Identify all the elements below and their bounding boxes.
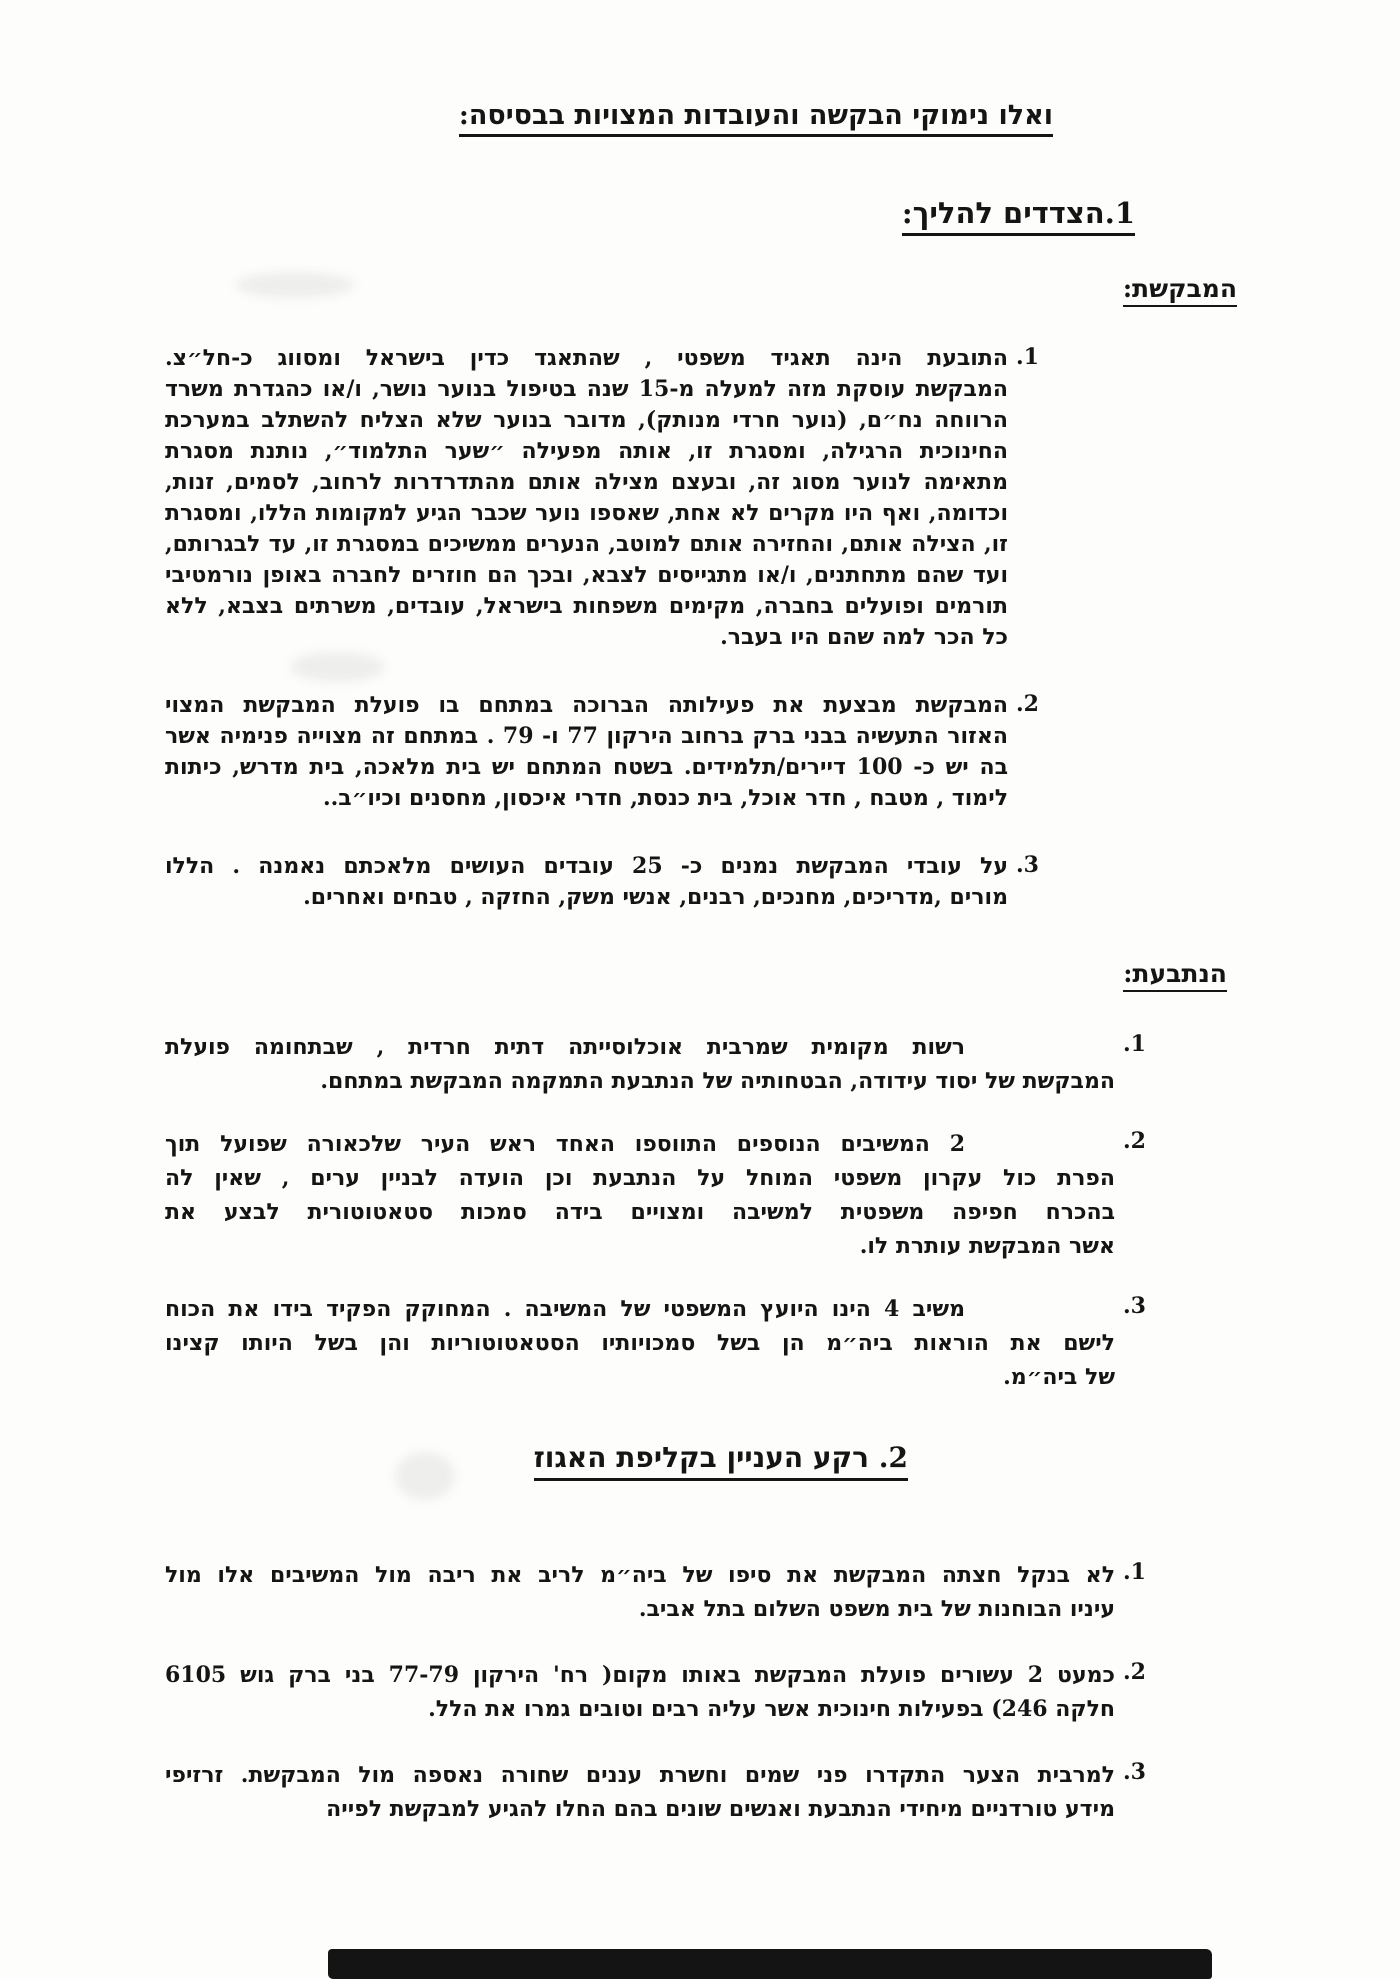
paragraph-line: זו, הצילה אותם, והחזירה אותם למוטב, הנערים ממשיכים במסגרת זו, עד לבגרותם, (165, 531, 1008, 557)
list-item (165, 690, 1039, 814)
section-1-heading: 1.הצדדים להליך: (902, 196, 1135, 236)
list-item (165, 343, 1039, 653)
paragraph-line: מידע טורדניים מיחידי הנתבעת ואנשים שונים בהם החלו להגיע למבקשת לפייה (326, 1796, 1115, 1822)
scan-smudge (395, 1452, 455, 1500)
paragraph-body (165, 690, 1008, 814)
paragraph-line: מורים ,מדריכים, מחנכים, רבנים, אנשי משק, החזקה , טבחים ואחרים. (303, 884, 1008, 910)
paragraph-line: משיב 4 הינו היועץ המשפטי של המשיבה . המחוקק הפקיד בידו את הכוח (165, 1296, 966, 1322)
paragraph-number: 1. (1123, 1559, 1146, 1585)
list-item (165, 851, 1039, 913)
paragraph-body (165, 343, 1008, 653)
paragraph-line: התובעת הינה תאגיד משפטי , שהתאגד כדין בישראל ומסווג כ-חל״צ. (165, 345, 1008, 371)
applicant-list (165, 343, 1039, 950)
paragraph-line: כמעט 2 עשורים פועלת המבקשת באותו מקום( רח' הירקון 77-79 בני ברק גוש 6105 (165, 1662, 1115, 1688)
paragraph-line: למרבית הצער התקדרו פני שמים וחשרת עננים שחורה נאספה מול המבקשת. זרזיפי (165, 1762, 1115, 1788)
paragraph-line: וכדומה, ואף היו מקרים לא אחת, שאספו נוער שכבר הגיע למקומות הללו, ומסגרת (165, 500, 1008, 526)
paragraph-number: 1. (1016, 344, 1039, 370)
paragraph-line: החינוכית הרגילה, ומסגרת זו, אותה מפעילה ״שער התלמוד״, נותנת מסגרת (165, 438, 1008, 464)
scan-artifact-bar (328, 1949, 1212, 1979)
list-item (165, 1558, 1146, 1626)
paragraph-line: אשר המבקשת עותרת לו. (859, 1233, 1115, 1259)
paragraph-number: 3. (1123, 1293, 1146, 1319)
list-item (165, 1292, 1146, 1394)
paragraph-number: 3. (1123, 1759, 1146, 1785)
paragraph-body (165, 851, 1008, 913)
scan-smudge (290, 652, 385, 682)
paragraph-line: המבקשת מבצעת את פעילותה הברוכה במתחם בו פועלת המבקשת המצוי (165, 692, 1008, 718)
paragraph-body (165, 1658, 1115, 1726)
paragraph-number: 2. (1016, 691, 1039, 717)
scan-smudge (235, 272, 355, 298)
paragraph-body (165, 1127, 1115, 1263)
list-item (165, 1658, 1146, 1726)
list-item (165, 1758, 1146, 1826)
paragraph-line: המבקשת עוסקת מזה למעלה מ-15 שנה בטיפול בנוער נושר, ו/או כהגדרת משרד (165, 376, 1008, 402)
paragraph-number: 2. (1123, 1128, 1146, 1154)
paragraph-number: 2. (1123, 1659, 1146, 1685)
list-item (165, 1127, 1146, 1263)
paragraph-line: המבקשת של יסוד עידודה, הבטחותיה של הנתבעת התמקמה המבקשת במתחם. (320, 1068, 1115, 1094)
paragraph-line: כל הכר למה שהם היו בעבר. (720, 624, 1008, 650)
paragraph-line: של ביה״מ. (1003, 1364, 1115, 1390)
paragraph-line: לישם את הוראות ביה״מ הן בשל סמכויותיו הסטאטוטוריות והן בשל היותו קצינו (165, 1330, 1115, 1356)
paragraph-line: חלקה 246) בפעילות חינוכית אשר עליה רבים וטובים גמרו את הלל. (428, 1696, 1115, 1722)
applicant-subheading: המבקשת: (1123, 274, 1237, 307)
paragraph-line: על עובדי המבקשת נמנים כ- 25 עובדים העושים מלאכתם נאמנה . הללו (165, 853, 1008, 879)
paragraph-line: עיניו הבוחנות של בית משפט השלום בתל אביב. (638, 1596, 1115, 1622)
paragraph-line: בהכרח חפיפה משפטית למשיבה ומצויים בידה סמכות סטאטוטורית לבצע את (165, 1199, 1115, 1225)
paragraph-line: האזור התעשיה בבני ברק ברחוב הירקון 77 ו- 79 . במתחם זה מצוייה פנימיה אשר (165, 723, 1008, 749)
list-item (165, 1030, 1146, 1098)
paragraph-body (165, 1758, 1115, 1826)
paragraph-line: 2 המשיבים הנוספים התווספו האחד ראש העיר שלכאורה שפועל תוך (165, 1131, 965, 1157)
background-list (165, 1558, 1146, 1858)
paragraph-body (165, 1030, 1115, 1098)
paragraph-line: רשות מקומית שמרבית אוכלוסייתה דתית חרדית , שבתחומה פועלת (165, 1034, 965, 1060)
page-title: ואלו נימוקי הבקשה והעובדות המצויות בבסיסה: (459, 100, 1053, 137)
paragraph-line: בה יש כ- 100 דיירים/תלמידים. בשטח המתחם יש בית מלאכה, בית מדרש, כיתות (165, 754, 1008, 780)
section-2-heading: 2. רקע העניין בקליפת האגוז (534, 1441, 908, 1481)
paragraph-line: לא בנקל חצתה המבקשת את סיפו של ביה״מ לריב את ריבה מול המשיבים אלו מול (165, 1562, 1116, 1588)
paragraph-line: ועד שהם מתחתנים, ו/או מתגייסים לצבא, ובכך הם חוזרים לחברה באופן נורמטיבי (165, 562, 1008, 588)
respondent-subheading: הנתבעת: (1123, 959, 1227, 992)
paragraph-number: 1. (1123, 1031, 1146, 1057)
paragraph-line: לימוד , מטבח , חדר אוכל, בית כנסת, חדרי איכסון, מחסנים וכיו״ב.. (322, 785, 1008, 811)
paragraph-line: הפרת כול עקרון משפטי המוחל על הנתבעת וכן הועדה לבניין ערים , שאין לה (165, 1165, 1115, 1191)
paragraph-line: מתאימה לנוער מסוג זה, ובעצם מצילה אותם מהתדרדרות לרחוב, לסמים, זנות, (165, 469, 1008, 495)
paragraph-line: הרווחה נח״ם, (נוער חרדי מנותק), מדובר בנוער שלא הצליח להשתלב במערכת (165, 407, 1008, 433)
paragraph-body (165, 1292, 1115, 1394)
respondent-list (165, 1030, 1146, 1423)
paragraph-body (165, 1558, 1115, 1626)
paragraph-number: 3. (1016, 852, 1039, 878)
paragraph-line: תורמים ופועלים בחברה, מקימים משפחות בישראל, עובדים, משרתים בצבא, ללא (165, 593, 1008, 619)
